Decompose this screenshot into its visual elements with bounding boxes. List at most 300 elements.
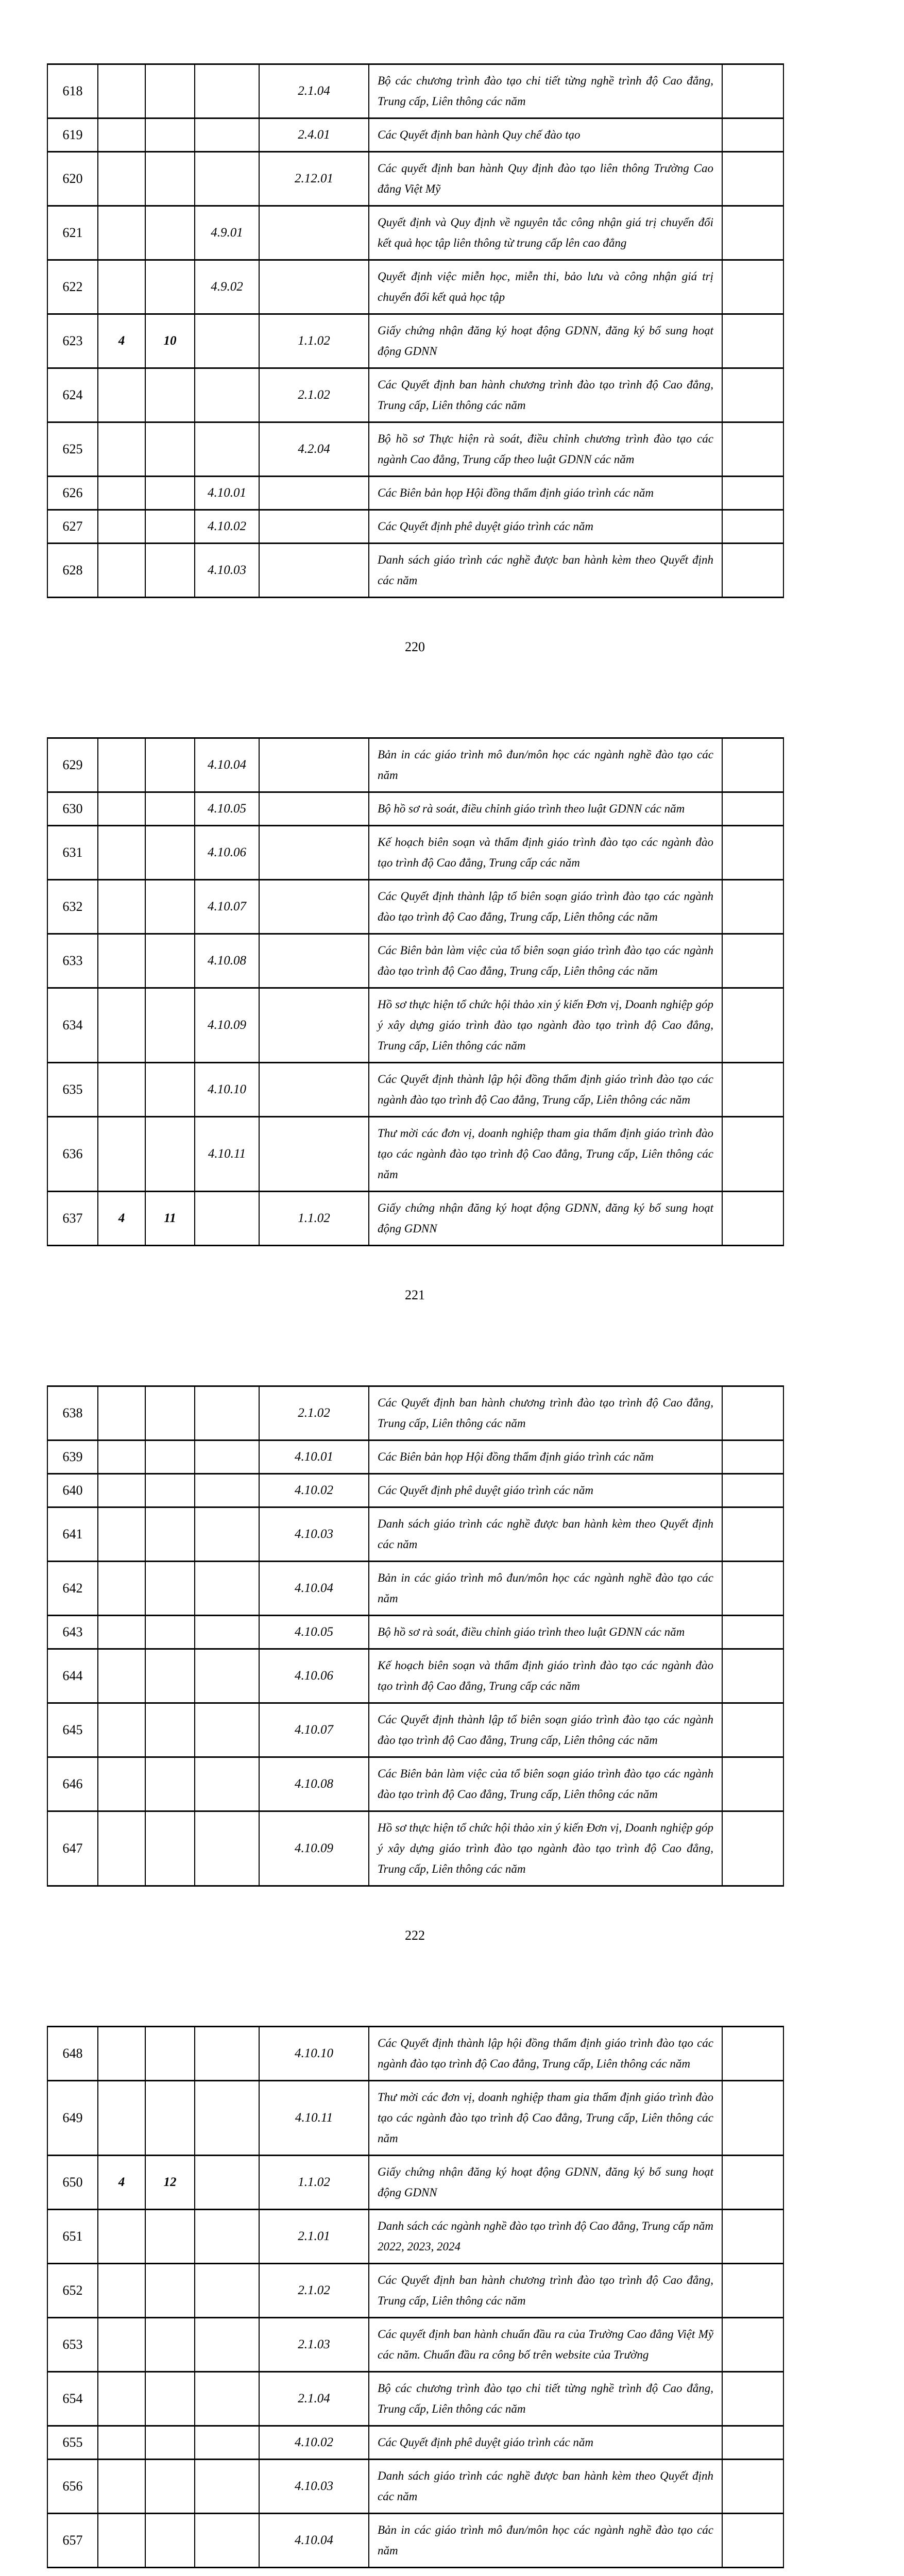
sequence-number-cell: 10 bbox=[145, 314, 195, 368]
code-b-cell: 4.10.01 bbox=[259, 1440, 369, 1474]
table-row bbox=[47, 2426, 783, 2460]
code-b-cell bbox=[259, 880, 369, 934]
table-row bbox=[47, 2264, 783, 2318]
code-a-cell bbox=[195, 422, 259, 477]
group-number-cell bbox=[98, 422, 145, 477]
code-a-cell bbox=[195, 1507, 259, 1562]
note-cell bbox=[722, 206, 783, 260]
code-a-cell: 4.9.02 bbox=[195, 260, 259, 314]
row-number-cell: 639 bbox=[47, 1440, 98, 1474]
row-number-cell: 629 bbox=[47, 738, 98, 792]
records-table bbox=[47, 1385, 784, 1887]
sequence-number-cell bbox=[145, 934, 195, 988]
code-a-cell bbox=[195, 2318, 259, 2372]
row-number-cell: 622 bbox=[47, 260, 98, 314]
code-b-cell: 4.10.02 bbox=[259, 2426, 369, 2460]
group-number-cell bbox=[98, 1386, 145, 1440]
note-cell bbox=[722, 1757, 783, 1811]
code-a-cell bbox=[195, 1649, 259, 1703]
description-cell: Kế hoạch biên soạn và thẩm định giáo trình đào tạo các ngành đào tạo trình độ Cao đẳng, Trung cấp các năm bbox=[369, 1649, 722, 1703]
description-cell: Danh sách giáo trình các nghề được ban hành kèm theo Quyết định các năm bbox=[369, 1507, 722, 1562]
sequence-number-cell bbox=[145, 738, 195, 792]
table-row bbox=[47, 1649, 783, 1703]
group-number-cell: 4 bbox=[98, 1192, 145, 1246]
sequence-number-cell bbox=[145, 2318, 195, 2372]
table-row bbox=[47, 1192, 783, 1246]
page-section bbox=[47, 2026, 904, 2576]
note-cell bbox=[722, 1117, 783, 1192]
note-cell bbox=[722, 1386, 783, 1440]
records-table bbox=[47, 737, 784, 1246]
code-b-cell: 1.1.02 bbox=[259, 1192, 369, 1246]
sequence-number-cell bbox=[145, 2426, 195, 2460]
page-section bbox=[47, 737, 904, 1303]
page-section bbox=[47, 1385, 904, 1943]
table-row bbox=[47, 1507, 783, 1562]
row-number-cell: 643 bbox=[47, 1616, 98, 1649]
row-number-cell: 635 bbox=[47, 1063, 98, 1117]
pages-container bbox=[47, 63, 904, 2576]
code-b-cell: 2.1.01 bbox=[259, 2210, 369, 2264]
code-b-cell: 4.10.07 bbox=[259, 1703, 369, 1757]
records-table bbox=[47, 63, 784, 598]
group-number-cell bbox=[98, 206, 145, 260]
group-number-cell bbox=[98, 1757, 145, 1811]
code-a-cell bbox=[195, 1811, 259, 1886]
group-number-cell bbox=[98, 2318, 145, 2372]
sequence-number-cell bbox=[145, 1703, 195, 1757]
sequence-number-cell bbox=[145, 422, 195, 477]
code-b-cell: 2.1.02 bbox=[259, 2264, 369, 2318]
page-number: 220 bbox=[405, 639, 425, 654]
code-a-cell bbox=[195, 1386, 259, 1440]
sequence-number-cell bbox=[145, 260, 195, 314]
code-a-cell: 4.10.05 bbox=[195, 792, 259, 826]
description-cell: Các Quyết định ban hành Quy chế đào tạo bbox=[369, 118, 722, 152]
code-b-cell: 4.10.03 bbox=[259, 2460, 369, 2514]
note-cell bbox=[722, 1063, 783, 1117]
code-a-cell: 4.10.07 bbox=[195, 880, 259, 934]
group-number-cell bbox=[98, 1063, 145, 1117]
description-cell: Bộ hồ sơ rà soát, điều chỉnh giáo trình theo luật GDNN các năm bbox=[369, 1616, 722, 1649]
code-a-cell bbox=[195, 2027, 259, 2081]
code-a-cell bbox=[195, 1757, 259, 1811]
row-number-cell: 630 bbox=[47, 792, 98, 826]
row-number-cell: 645 bbox=[47, 1703, 98, 1757]
table-row bbox=[47, 1703, 783, 1757]
description-cell: Các Quyết định phê duyệt giáo trình các năm bbox=[369, 1474, 722, 1507]
sequence-number-cell bbox=[145, 2460, 195, 2514]
group-number-cell bbox=[98, 2081, 145, 2156]
sequence-number-cell bbox=[145, 1117, 195, 1192]
row-number-cell: 641 bbox=[47, 1507, 98, 1562]
note-cell bbox=[722, 1192, 783, 1246]
table-row bbox=[47, 64, 783, 118]
group-number-cell bbox=[98, 544, 145, 598]
code-a-cell bbox=[195, 1616, 259, 1649]
description-cell: Danh sách các ngành nghề đào tạo trình độ Cao đẳng, Trung cấp năm 2022, 2023, 2024 bbox=[369, 2210, 722, 2264]
row-number-cell: 638 bbox=[47, 1386, 98, 1440]
code-b-cell: 2.1.04 bbox=[259, 64, 369, 118]
code-b-cell: 1.1.02 bbox=[259, 2156, 369, 2210]
row-number-cell: 640 bbox=[47, 1474, 98, 1507]
note-cell bbox=[722, 1440, 783, 1474]
note-cell bbox=[722, 314, 783, 368]
row-number-cell: 642 bbox=[47, 1562, 98, 1616]
description-cell: Quyết định và Quy định về nguyên tắc công nhận giá trị chuyển đổi kết quả học tập liên thông từ trung cấp lên cao đẳng bbox=[369, 206, 722, 260]
code-b-cell: 4.2.04 bbox=[259, 422, 369, 477]
sequence-number-cell bbox=[145, 826, 195, 880]
table-row bbox=[47, 1063, 783, 1117]
note-cell bbox=[722, 2027, 783, 2081]
sequence-number-cell bbox=[145, 1440, 195, 1474]
code-a-cell bbox=[195, 1562, 259, 1616]
description-cell: Giấy chứng nhận đăng ký hoạt động GDNN, đăng ký bổ sung hoạt động GDNN bbox=[369, 2156, 722, 2210]
sequence-number-cell: 11 bbox=[145, 1192, 195, 1246]
code-a-cell bbox=[195, 2514, 259, 2568]
table-row bbox=[47, 1117, 783, 1192]
code-a-cell bbox=[195, 2081, 259, 2156]
row-number-cell: 647 bbox=[47, 1811, 98, 1886]
table-row bbox=[47, 260, 783, 314]
table-row bbox=[47, 1474, 783, 1507]
table-row bbox=[47, 792, 783, 826]
sequence-number-cell bbox=[145, 2027, 195, 2081]
sequence-number-cell bbox=[145, 64, 195, 118]
code-b-cell: 4.10.08 bbox=[259, 1757, 369, 1811]
row-number-cell: 619 bbox=[47, 118, 98, 152]
code-b-cell: 2.1.04 bbox=[259, 2372, 369, 2426]
table-row bbox=[47, 2027, 783, 2081]
description-cell: Các Quyết định ban hành chương trình đào tạo trình độ Cao đẳng, Trung cấp, Liên thông các năm bbox=[369, 1386, 722, 1440]
row-number-cell: 620 bbox=[47, 152, 98, 206]
row-number-cell: 633 bbox=[47, 934, 98, 988]
row-number-cell: 634 bbox=[47, 988, 98, 1063]
group-number-cell bbox=[98, 880, 145, 934]
group-number-cell bbox=[98, 1703, 145, 1757]
code-b-cell bbox=[259, 544, 369, 598]
code-a-cell bbox=[195, 118, 259, 152]
code-a-cell bbox=[195, 64, 259, 118]
code-a-cell bbox=[195, 1440, 259, 1474]
table-row bbox=[47, 510, 783, 544]
row-number-cell: 621 bbox=[47, 206, 98, 260]
sequence-number-cell bbox=[145, 152, 195, 206]
sequence-number-cell bbox=[145, 792, 195, 826]
row-number-cell: 651 bbox=[47, 2210, 98, 2264]
note-cell bbox=[722, 826, 783, 880]
table-row bbox=[47, 2372, 783, 2426]
group-number-cell bbox=[98, 1616, 145, 1649]
code-b-cell bbox=[259, 206, 369, 260]
description-cell: Các Quyết định thành lập tổ biên soạn giáo trình đào tạo các ngành đào tạo trình độ Cao đẳng, Trung cấp, Liên thông các năm bbox=[369, 880, 722, 934]
code-b-cell bbox=[259, 826, 369, 880]
note-cell bbox=[722, 2372, 783, 2426]
code-a-cell bbox=[195, 2426, 259, 2460]
note-cell bbox=[722, 2318, 783, 2372]
table-row bbox=[47, 314, 783, 368]
table-row bbox=[47, 2514, 783, 2568]
description-cell: Các Quyết định thành lập hội đồng thẩm định giáo trình đào tạo các ngành đào tạo trình độ Cao đẳng, Trung cấp, Liên thông các năm bbox=[369, 1063, 722, 1117]
row-number-cell: 627 bbox=[47, 510, 98, 544]
code-a-cell bbox=[195, 2264, 259, 2318]
description-cell: Các Quyết định phê duyệt giáo trình các năm bbox=[369, 2426, 722, 2460]
row-number-cell: 646 bbox=[47, 1757, 98, 1811]
code-b-cell bbox=[259, 260, 369, 314]
code-a-cell: 4.10.09 bbox=[195, 988, 259, 1063]
group-number-cell bbox=[98, 792, 145, 826]
group-number-cell bbox=[98, 1811, 145, 1886]
description-cell: Các Quyết định ban hành chương trình đào tạo trình độ Cao đẳng, Trung cấp, Liên thông các năm bbox=[369, 2264, 722, 2318]
sequence-number-cell bbox=[145, 1386, 195, 1440]
table-row bbox=[47, 1811, 783, 1886]
row-number-cell: 654 bbox=[47, 2372, 98, 2426]
records-table bbox=[47, 2026, 784, 2568]
sequence-number-cell bbox=[145, 1649, 195, 1703]
description-cell: Bản in các giáo trình mô đun/môn học các ngành nghề đào tạo các năm bbox=[369, 738, 722, 792]
code-b-cell: 2.1.02 bbox=[259, 368, 369, 422]
code-b-cell: 2.4.01 bbox=[259, 118, 369, 152]
note-cell bbox=[722, 1649, 783, 1703]
code-a-cell: 4.10.04 bbox=[195, 738, 259, 792]
table-row bbox=[47, 1616, 783, 1649]
table-row bbox=[47, 2460, 783, 2514]
sequence-number-cell bbox=[145, 1507, 195, 1562]
group-number-cell bbox=[98, 510, 145, 544]
code-b-cell: 2.1.02 bbox=[259, 1386, 369, 1440]
group-number-cell bbox=[98, 988, 145, 1063]
page-number: 221 bbox=[405, 1287, 425, 1302]
code-a-cell bbox=[195, 1192, 259, 1246]
group-number-cell bbox=[98, 2514, 145, 2568]
note-cell bbox=[722, 1562, 783, 1616]
row-number-cell: 624 bbox=[47, 368, 98, 422]
code-b-cell: 4.10.11 bbox=[259, 2081, 369, 2156]
code-b-cell bbox=[259, 934, 369, 988]
description-cell: Bộ các chương trình đào tạo chi tiết từng nghề trình độ Cao đẳng, Trung cấp, Liên thông các năm bbox=[369, 2372, 722, 2426]
code-b-cell bbox=[259, 792, 369, 826]
description-cell: Các Quyết định thành lập tổ biên soạn giáo trình đào tạo các ngành đào tạo trình độ Cao đẳng, Trung cấp, Liên thông các năm bbox=[369, 1703, 722, 1757]
group-number-cell bbox=[98, 2460, 145, 2514]
sequence-number-cell bbox=[145, 368, 195, 422]
description-cell: Bản in các giáo trình mô đun/môn học các ngành nghề đào tạo các năm bbox=[369, 1562, 722, 1616]
sequence-number-cell bbox=[145, 544, 195, 598]
description-cell: Các quyết định ban hành Quy định đào tạo liên thông Trường Cao đẳng Việt Mỹ bbox=[369, 152, 722, 206]
description-cell: Giấy chứng nhận đăng ký hoạt động GDNN, đăng ký bổ sung hoạt động GDNN bbox=[369, 314, 722, 368]
group-number-cell bbox=[98, 477, 145, 510]
note-cell bbox=[722, 792, 783, 826]
sequence-number-cell bbox=[145, 1562, 195, 1616]
sequence-number-cell bbox=[145, 2081, 195, 2156]
group-number-cell bbox=[98, 118, 145, 152]
description-cell: Danh sách giáo trình các nghề được ban hành kèm theo Quyết định các năm bbox=[369, 2460, 722, 2514]
note-cell bbox=[722, 1507, 783, 1562]
code-b-cell: 4.10.05 bbox=[259, 1616, 369, 1649]
code-b-cell: 4.10.10 bbox=[259, 2027, 369, 2081]
table-row bbox=[47, 1440, 783, 1474]
sequence-number-cell bbox=[145, 1811, 195, 1886]
note-cell bbox=[722, 368, 783, 422]
group-number-cell bbox=[98, 2426, 145, 2460]
sequence-number-cell bbox=[145, 118, 195, 152]
note-cell bbox=[722, 1474, 783, 1507]
row-number-cell: 626 bbox=[47, 477, 98, 510]
table-row bbox=[47, 206, 783, 260]
code-b-cell: 4.10.06 bbox=[259, 1649, 369, 1703]
code-a-cell: 4.10.11 bbox=[195, 1117, 259, 1192]
table-row bbox=[47, 152, 783, 206]
sequence-number-cell bbox=[145, 1474, 195, 1507]
row-number-cell: 655 bbox=[47, 2426, 98, 2460]
description-cell: Bộ các chương trình đào tạo chi tiết từng nghề trình độ Cao đẳng, Trung cấp, Liên thông các năm bbox=[369, 64, 722, 118]
description-cell: Hồ sơ thực hiện tổ chức hội thảo xin ý kiến Đơn vị, Doanh nghiệp góp ý xây dựng giáo trình đào tạo ngành đào tạo trình độ Cao đẳng, Trung cấp, Liên thông các năm bbox=[369, 988, 722, 1063]
sequence-number-cell bbox=[145, 988, 195, 1063]
code-a-cell bbox=[195, 314, 259, 368]
group-number-cell bbox=[98, 738, 145, 792]
description-cell: Các quyết định ban hành chuẩn đầu ra của Trường Cao đẳng Việt Mỹ các năm. Chuẩn đầu ra công bố trên website của Trường bbox=[369, 2318, 722, 2372]
group-number-cell bbox=[98, 2210, 145, 2264]
group-number-cell bbox=[98, 368, 145, 422]
code-a-cell: 4.10.02 bbox=[195, 510, 259, 544]
table-row bbox=[47, 477, 783, 510]
description-cell: Giấy chứng nhận đăng ký hoạt động GDNN, đăng ký bổ sung hoạt động GDNN bbox=[369, 1192, 722, 1246]
table-row bbox=[47, 738, 783, 792]
note-cell bbox=[722, 64, 783, 118]
code-a-cell: 4.10.08 bbox=[195, 934, 259, 988]
sequence-number-cell bbox=[145, 477, 195, 510]
group-number-cell bbox=[98, 260, 145, 314]
description-cell: Các Biên bản họp Hội đồng thẩm định giáo trình các năm bbox=[369, 1440, 722, 1474]
code-b-cell bbox=[259, 477, 369, 510]
note-cell bbox=[722, 880, 783, 934]
row-number-cell: 652 bbox=[47, 2264, 98, 2318]
table-row bbox=[47, 2081, 783, 2156]
group-number-cell: 4 bbox=[98, 2156, 145, 2210]
group-number-cell bbox=[98, 934, 145, 988]
description-cell: Hồ sơ thực hiện tổ chức hội thảo xin ý kiến Đơn vị, Doanh nghiệp góp ý xây dựng giáo trình đào tạo ngành đào tạo trình độ Cao đẳng, Trung cấp, Liên thông các năm bbox=[369, 1811, 722, 1886]
note-cell bbox=[722, 544, 783, 598]
group-number-cell bbox=[98, 2264, 145, 2318]
sequence-number-cell bbox=[145, 206, 195, 260]
description-cell: Bản in các giáo trình mô đun/môn học các ngành nghề đào tạo các năm bbox=[369, 2514, 722, 2568]
code-a-cell bbox=[195, 2210, 259, 2264]
table-row bbox=[47, 544, 783, 598]
table-row bbox=[47, 118, 783, 152]
sequence-number-cell bbox=[145, 2210, 195, 2264]
description-cell: Các Quyết định phê duyệt giáo trình các năm bbox=[369, 510, 722, 544]
sequence-number-cell bbox=[145, 510, 195, 544]
note-cell bbox=[722, 152, 783, 206]
group-number-cell bbox=[98, 152, 145, 206]
table-row bbox=[47, 1757, 783, 1811]
code-b-cell bbox=[259, 510, 369, 544]
code-b-cell: 2.1.03 bbox=[259, 2318, 369, 2372]
sequence-number-cell bbox=[145, 2264, 195, 2318]
note-cell bbox=[722, 1811, 783, 1886]
code-b-cell: 4.10.09 bbox=[259, 1811, 369, 1886]
description-cell: Danh sách giáo trình các nghề được ban hành kèm theo Quyết định các năm bbox=[369, 544, 722, 598]
group-number-cell bbox=[98, 1507, 145, 1562]
row-number-cell: 637 bbox=[47, 1192, 98, 1246]
group-number-cell bbox=[98, 64, 145, 118]
code-b-cell: 1.1.02 bbox=[259, 314, 369, 368]
table-row bbox=[47, 880, 783, 934]
code-b-cell: 4.10.04 bbox=[259, 1562, 369, 1616]
description-cell: Bộ hồ sơ rà soát, điều chỉnh giáo trình theo luật GDNN các năm bbox=[369, 792, 722, 826]
code-a-cell bbox=[195, 2460, 259, 2514]
table-row bbox=[47, 988, 783, 1063]
description-cell: Bộ hồ sơ Thực hiện rà soát, điều chỉnh chương trình đào tạo các ngành Cao đẳng, Trung cấp theo luật GDNN các năm bbox=[369, 422, 722, 477]
row-number-cell: 644 bbox=[47, 1649, 98, 1703]
group-number-cell bbox=[98, 1474, 145, 1507]
table-row bbox=[47, 368, 783, 422]
table-row bbox=[47, 422, 783, 477]
row-number-cell: 653 bbox=[47, 2318, 98, 2372]
description-cell: Thư mời các đơn vị, doanh nghiệp tham gia thẩm định giáo trình đào tạo các ngành đào tạo trình độ Cao đẳng, Trung cấp, Liên thông các năm bbox=[369, 1117, 722, 1192]
code-a-cell bbox=[195, 1474, 259, 1507]
group-number-cell bbox=[98, 1649, 145, 1703]
row-number-cell: 636 bbox=[47, 1117, 98, 1192]
page-section bbox=[47, 63, 904, 655]
code-b-cell bbox=[259, 988, 369, 1063]
note-cell bbox=[722, 422, 783, 477]
sequence-number-cell bbox=[145, 1616, 195, 1649]
note-cell bbox=[722, 2081, 783, 2156]
group-number-cell bbox=[98, 826, 145, 880]
sequence-number-cell bbox=[145, 2372, 195, 2426]
row-number-cell: 657 bbox=[47, 2514, 98, 2568]
note-cell bbox=[722, 510, 783, 544]
row-number-cell: 618 bbox=[47, 64, 98, 118]
note-cell bbox=[722, 2426, 783, 2460]
description-cell: Kế hoạch biên soạn và thẩm định giáo trình đào tạo các ngành đào tạo trình độ Cao đẳng, Trung cấp các năm bbox=[369, 826, 722, 880]
table-row bbox=[47, 934, 783, 988]
code-b-cell: 2.12.01 bbox=[259, 152, 369, 206]
row-number-cell: 649 bbox=[47, 2081, 98, 2156]
code-b-cell: 4.10.02 bbox=[259, 1474, 369, 1507]
table-row bbox=[47, 826, 783, 880]
row-number-cell: 623 bbox=[47, 314, 98, 368]
group-number-cell bbox=[98, 1562, 145, 1616]
code-b-cell: 4.10.04 bbox=[259, 2514, 369, 2568]
sequence-number-cell bbox=[145, 1063, 195, 1117]
sequence-number-cell bbox=[145, 880, 195, 934]
code-a-cell bbox=[195, 152, 259, 206]
sequence-number-cell bbox=[145, 1757, 195, 1811]
note-cell bbox=[722, 2264, 783, 2318]
code-b-cell bbox=[259, 1117, 369, 1192]
group-number-cell bbox=[98, 1440, 145, 1474]
row-number-cell: 656 bbox=[47, 2460, 98, 2514]
row-number-cell: 650 bbox=[47, 2156, 98, 2210]
group-number-cell bbox=[98, 1117, 145, 1192]
note-cell bbox=[722, 988, 783, 1063]
code-a-cell bbox=[195, 368, 259, 422]
description-cell: Các Quyết định thành lập hội đồng thẩm định giáo trình đào tạo các ngành đào tạo trình độ Cao đẳng, Trung cấp, Liên thông các năm bbox=[369, 2027, 722, 2081]
code-a-cell: 4.9.01 bbox=[195, 206, 259, 260]
note-cell bbox=[722, 1703, 783, 1757]
table-row bbox=[47, 1386, 783, 1440]
description-cell: Quyết định việc miễn học, miễn thi, bảo lưu và công nhận giá trị chuyển đổi kết quả học tập bbox=[369, 260, 722, 314]
table-row bbox=[47, 2318, 783, 2372]
note-cell bbox=[722, 2514, 783, 2568]
group-number-cell bbox=[98, 2372, 145, 2426]
code-b-cell: 4.10.03 bbox=[259, 1507, 369, 1562]
description-cell: Thư mời các đơn vị, doanh nghiệp tham gia thẩm định giáo trình đào tạo các ngành đào tạo trình độ Cao đẳng, Trung cấp, Liên thông các năm bbox=[369, 2081, 722, 2156]
table-row bbox=[47, 2156, 783, 2210]
description-cell: Các Biên bản làm việc của tổ biên soạn giáo trình đào tạo các ngành đào tạo trình độ Cao đẳng, Trung cấp, Liên thông các năm bbox=[369, 1757, 722, 1811]
table-row bbox=[47, 2210, 783, 2264]
